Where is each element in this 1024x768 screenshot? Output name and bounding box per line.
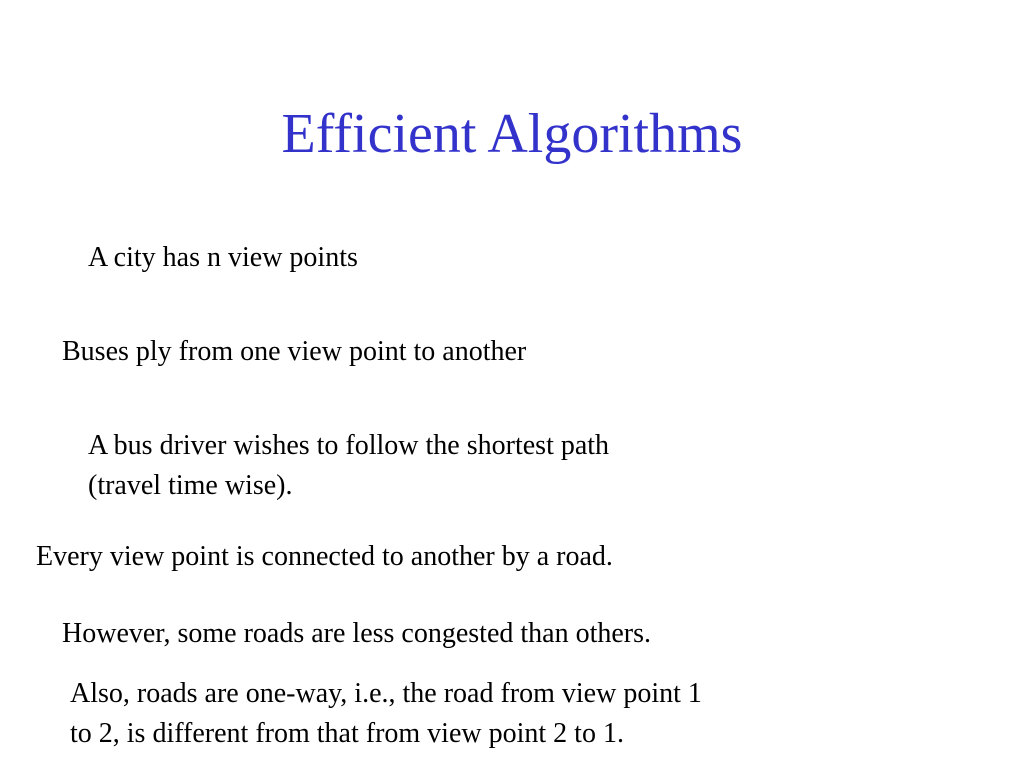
paragraph-connected xyxy=(36,537,613,577)
paragraph-one-way xyxy=(70,674,702,754)
paragraph-line: Every view point is connected to another by a road. xyxy=(36,541,613,572)
paragraph-city-view-points xyxy=(88,238,358,278)
slide-title: Efficient Algorithms xyxy=(281,103,743,165)
paragraph-congested xyxy=(62,614,651,654)
paragraph-line: Also, roads are one-way, i.e., the road from view point 1 xyxy=(70,678,702,709)
paragraph-line: However, some roads are less congested than others. xyxy=(62,618,652,649)
paragraph-line: A bus driver wishes to follow the shortest path xyxy=(88,430,610,461)
paragraph-line: (travel time wise). xyxy=(88,470,293,501)
paragraph-line: Buses ply from one view point to another xyxy=(62,336,527,367)
paragraph-bus-driver xyxy=(88,426,609,506)
paragraph-line: to 2, is different from that from view point 2 to 1. xyxy=(70,718,624,749)
paragraph-buses xyxy=(62,332,526,372)
paragraph-line: A city has n view points xyxy=(88,242,358,273)
